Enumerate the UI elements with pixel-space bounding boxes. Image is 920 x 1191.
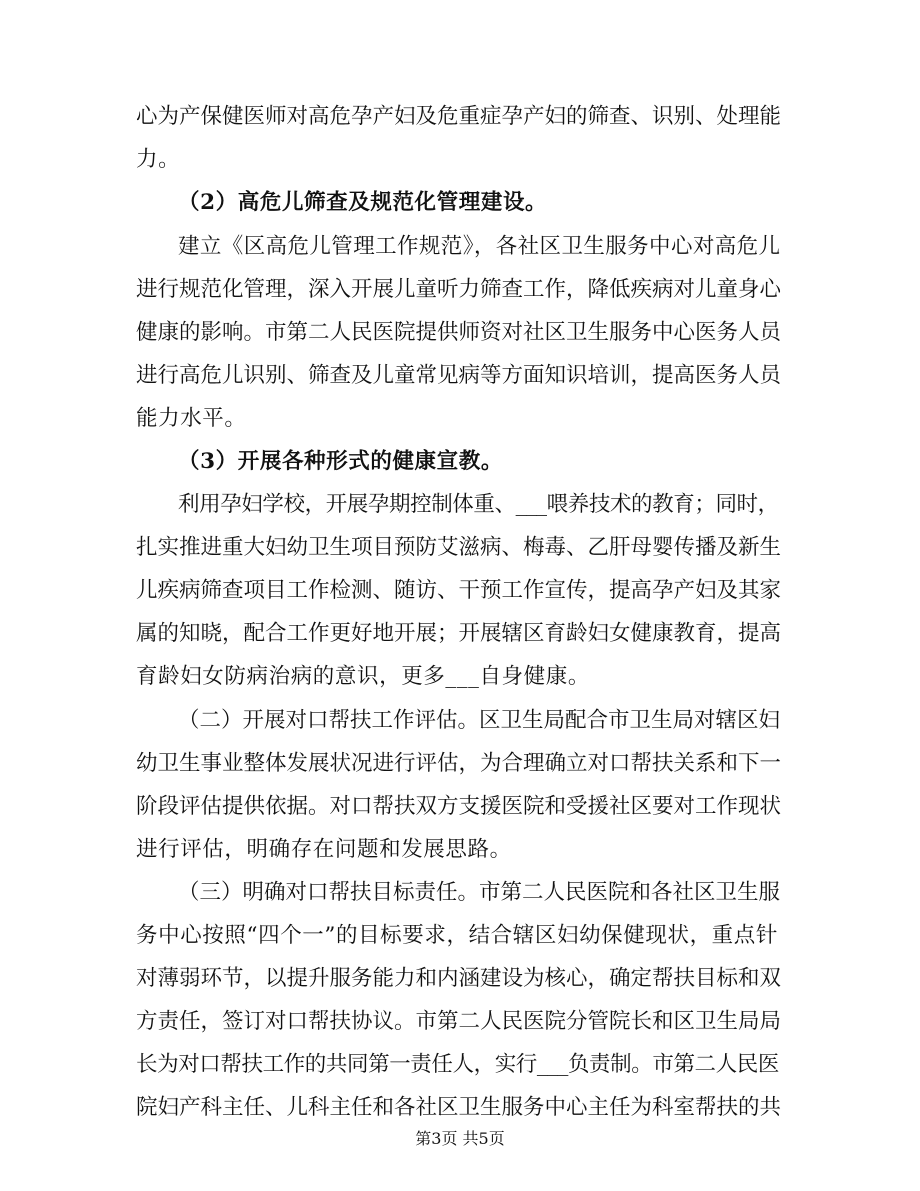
text-line: 儿疾病筛查项目工作检测、随访、干预工作宣传，提高孕产妇及其家	[136, 578, 782, 603]
text-line: 幼卫生事业整体发展状况进行评估，为合理确立对口帮扶关系和下一	[136, 751, 782, 776]
text-line: 长为对口帮扶工作的共同第一责任人，实行___负责制。市第二人民医	[136, 1052, 779, 1077]
text-line: 属的知晓，配合工作更好地开展；开展辖区育龄妇女健康教育，提高	[136, 621, 782, 646]
text-line: 健康的影响。市第二人民医院提供师资对社区卫生服务中心医务人员	[136, 320, 782, 345]
text-line: 心为产保健医师对高危孕产妇及危重症孕产妇的筛查、识别、处理能	[136, 104, 782, 129]
text-line: 进行规范化管理，深入开展儿童听力筛查工作，降低疾病对儿童身心	[136, 277, 782, 302]
section-heading: （3）开展各种形式的健康宣教。	[178, 449, 503, 474]
text-line: 进行高危儿识别、筛查及儿童常见病等方面知识培训，提高医务人员	[136, 363, 782, 388]
text-line: 能力水平。	[136, 406, 247, 431]
text-line: 扎实推进重大妇幼卫生项目预防艾滋病、梅毒、乙肝母婴传播及新生	[136, 535, 782, 560]
section-heading: （2）高危儿筛查及规范化管理建设。	[178, 190, 548, 215]
text-line: 院妇产科主任、儿科主任和各社区卫生服务中心主任为科室帮扶的共	[136, 1095, 782, 1120]
text-line: 务中心按照“四个一”的目标要求，结合辖区妇幼保健现状，重点针	[136, 923, 778, 948]
page-number-footer: 第3页 共5页	[415, 1129, 505, 1148]
text-line: 建立《区高危儿管理工作规范》，各社区卫生服务中心对高危儿	[178, 234, 781, 259]
text-line: 利用孕妇学校，开展孕期控制体重、___喂养技术的教育；同时，	[178, 492, 779, 517]
text-line: 对薄弱环节，以提升服务能力和内涵建设为核心，确定帮扶目标和双	[136, 966, 782, 991]
text-line: （三）明确对口帮扶目标责任。市第二人民医院和各社区卫生服	[178, 880, 781, 905]
text-line: 力。	[136, 147, 181, 172]
text-line: 方责任，签订对口帮扶协议。市第二人民医院分管院长和区卫生局局	[136, 1009, 782, 1034]
text-line: 进行评估，明确存在问题和发展思路。	[136, 837, 512, 862]
text-line: 育龄妇女防病治病的意识，更多___自身健康。	[136, 664, 590, 689]
text-line: （二）开展对口帮扶工作评估。区卫生局配合市卫生局对辖区妇	[178, 708, 781, 733]
text-line: 阶段评估提供依据。对口帮扶双方支援医院和受援社区要对工作现状	[136, 794, 782, 819]
